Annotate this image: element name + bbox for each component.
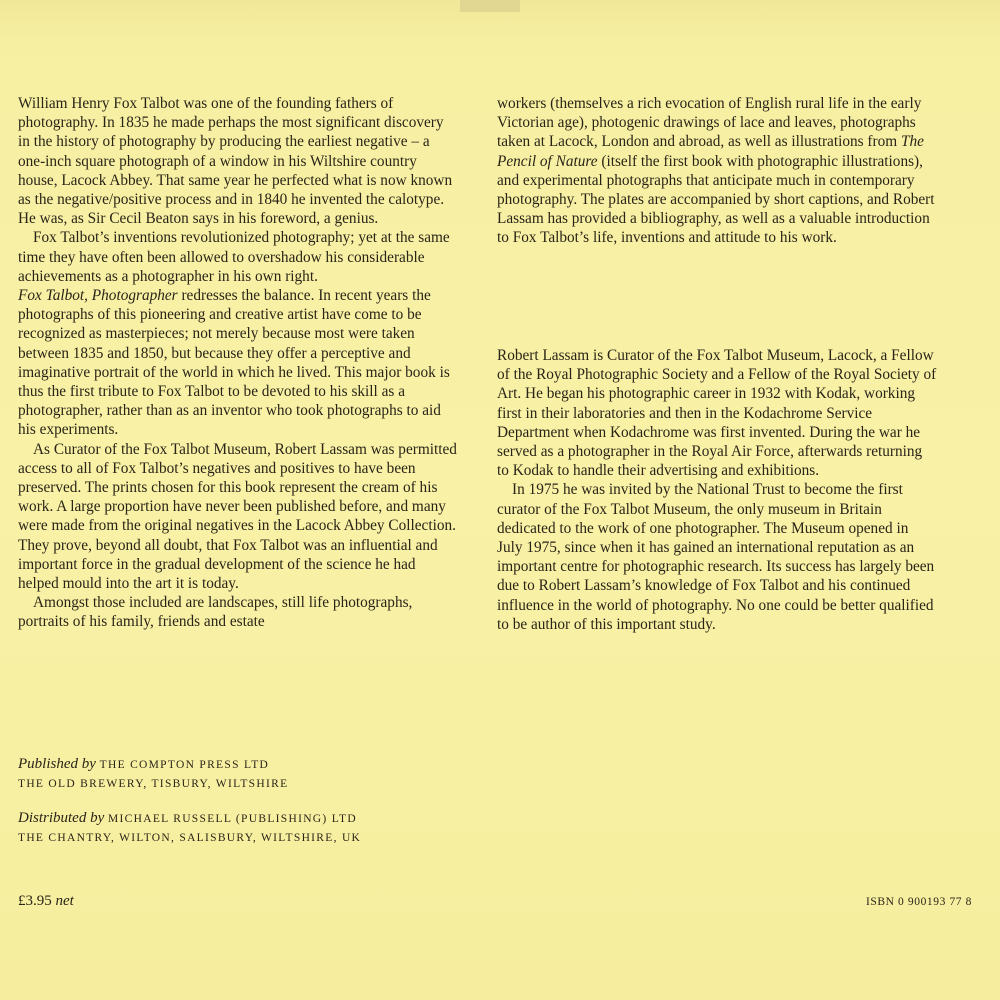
book-title-italic: Fox Talbot, Photographer (18, 287, 178, 305)
blurb-paragraph-5 (497, 94, 937, 248)
blurb-paragraph-5-text-a: workers (themselves a rich evocation of English rural life in the early Victorian age), photogenic drawings of lace and leaves, photographs taken at Lacock, London and abroad, as well as illustrations from (497, 95, 922, 151)
blurb-column-left (18, 94, 458, 632)
author-bio (497, 346, 937, 634)
blurb-paragraph-5-text-b: (itself the first book with photographic illustrations), and experimental photographs that anticipate much in contemporary photography. The plates are accompanied by short captions, and Robert Lassam has provided a bibliography, as well as a valuable introduction to Fox Talbot’s life, inventions and attitude to his work. (497, 152, 935, 247)
price (18, 893, 74, 910)
published-by-label: Published by (18, 756, 96, 772)
blurb-paragraph-2-text-a: Fox Talbot’s inventions revolutionized photography; yet at the same time they have often been allowed to overshadow his considerable achievements as a photographer in his own right. (18, 229, 450, 285)
author-bio-paragraph-1: Robert Lassam is Curator of the Fox Talbot Museum, Lacock, a Fellow of the Royal Photographic Society and a Fellow of the Royal Society of Art. He began his photographic career in 1932 with Kodak, working first in their laboratories and then in the Kodachrome Service Department when Kodachrome was first invented. During the war he served as a photographer in the Royal Air Force, afterwards returning to Kodak to handle their advertising and exhibitions. (497, 347, 937, 480)
page-edge-shadow (460, 0, 520, 12)
isbn: ISBN 0 900193 77 8 (865, 896, 972, 908)
distributor-name: MICHAEL RUSSELL (PUBLISHING) LTD (108, 813, 357, 825)
distributor-address: THE CHANTRY, WILTON, SALISBURY, WILTSHIRE, UK (18, 832, 362, 844)
price-amount: £3.95 (18, 893, 52, 909)
blurb-paragraph-1: William Henry Fox Talbot was one of the founding fathers of photography. In 1835 he made perhaps the most significant discovery in the history of photography by producing the earliest negative – a one-inch square photograph of a window in his Wiltshire country house, Lacock Abbey. That same year he perfected what is now known as the negative/positive process and in 1840 he invented the calotype. He was, as Sir Cecil Beaton says in his foreword, a genius. (18, 95, 453, 228)
pencil-of-nature-title: The Pencil of Nature (497, 133, 924, 170)
publisher-imprint (18, 755, 288, 794)
blurb-paragraph-3: As Curator of the Fox Talbot Museum, Robert Lassam was permitted access to all of Fox Talbot’s negatives and positives to have been preserved. The prints chosen for this book represent the cream of his work. A large proportion have never been published before, and many were made from the original negatives in the Lacock Abbey Collection. They prove, beyond all doubt, that Fox Talbot was an influential and important force in the gradual development of the science he had helped mould into the art it is today. (18, 440, 457, 593)
price-suffix: net (55, 893, 74, 909)
publisher-name: THE COMPTON PRESS LTD (99, 759, 270, 771)
blurb-column-right (497, 94, 937, 248)
blurb-paragraph-2 (18, 228, 458, 439)
distributor-imprint (18, 809, 361, 848)
distributed-by-label: Distributed by (18, 810, 105, 826)
blurb-paragraph-2-text-b: redresses the balance. In recent years the photographs of this pioneering and creative artist have come to be recognized as masterpieces; not merely because most were taken between 1835 and 1850, but because they offer a perceptive and imaginative portrait of the world in which he lived. This major book is thus the first tribute to Fox Talbot to be devoted to his skill as a photographer, rather than as an inventor who took photographs to aid his experiments. (18, 287, 450, 439)
author-bio-paragraph-2: In 1975 he was invited by the National Trust to become the first curator of the Fox Talbot Museum, the only museum in Britain dedicated to the work of one photographer. The Museum opened in July 1975, since when it has gained an international reputation as an important centre for photographic research. Its success has largely been due to Robert Lassam’s knowledge of Fox Talbot and his continued influence in the world of photography. No one could be better qualified to be author of this important study. (497, 481, 935, 633)
publisher-address: THE OLD BREWERY, TISBURY, WILTSHIRE (18, 778, 289, 790)
blurb-paragraph-4: Amongst those included are landscapes, still life photographs, portraits of his family, friends and estate (18, 594, 413, 631)
